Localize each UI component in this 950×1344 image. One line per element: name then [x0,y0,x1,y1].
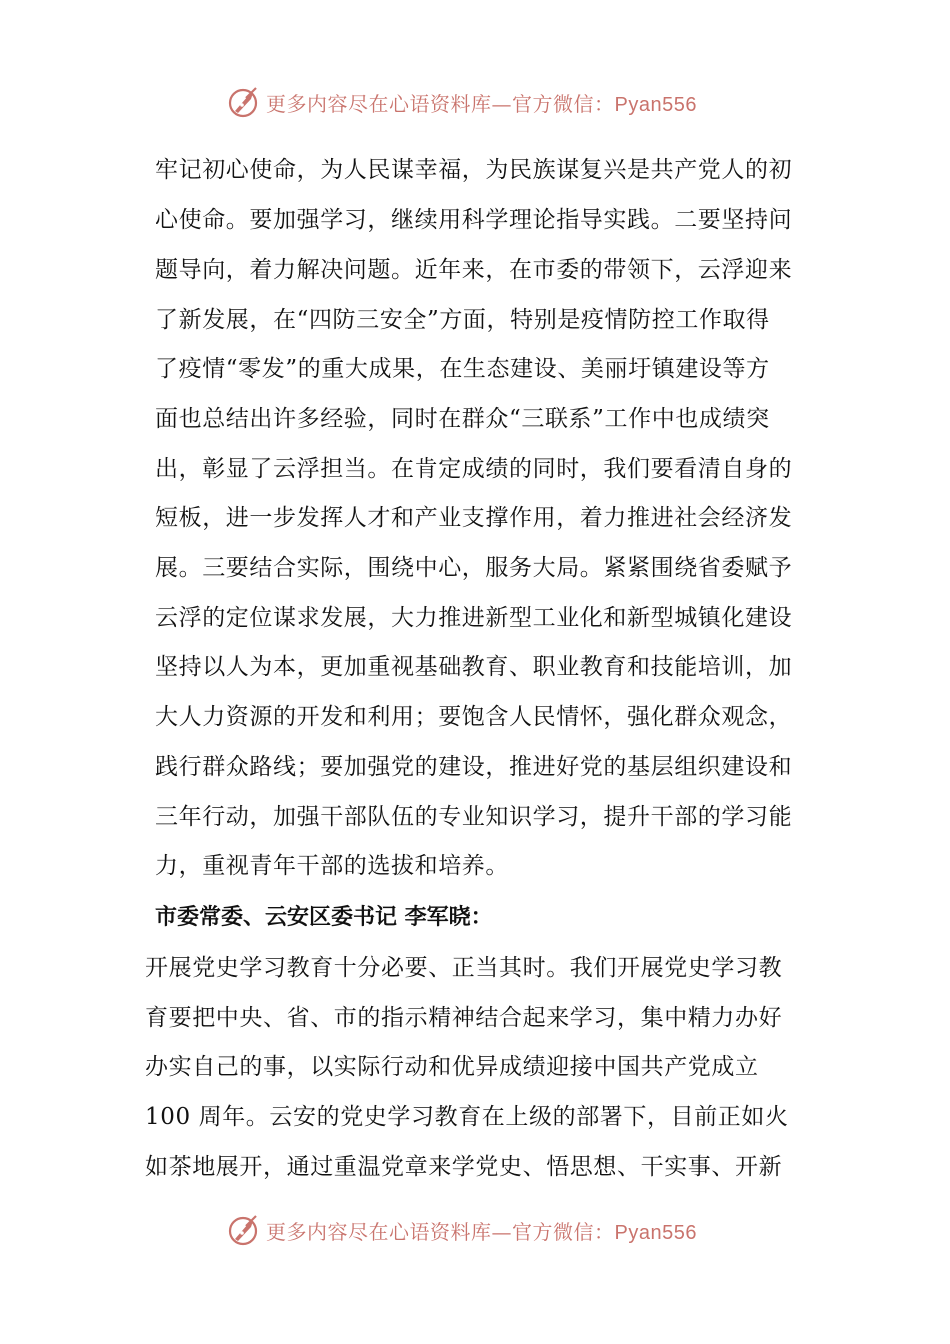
text-line: 面也总结出许多经验，同时在群众“三联系”工作中也成绩突 [155,406,770,432]
text-line: 云浮的定位谋求发展，大力推进新型工业化和新型城镇化建设 [155,605,793,631]
text-line: 心使命。要加强学习，继续用科学理论指导实践。二要坚持问 [155,207,793,233]
watermark-wechat-id: Pyan556 [614,1221,697,1244]
pen-nib-logo-icon [226,84,262,120]
text-line: 办实自己的事，以实际行动和优异成绩迎接中国共产党成立 [145,1054,759,1080]
text-line: 践行群众路线；要加强党的建设，推进好党的基层组织建设和 [155,754,793,780]
pen-nib-logo-icon [226,1212,262,1248]
watermark-banner-bottom [226,1210,746,1250]
text-line: 了新发展，在“四防三安全”方面，特别是疫情防控工作取得 [155,307,770,333]
watermark-text: 更多内容尽在心语资料库—官方微信：Pyan556 [266,91,697,116]
text-line: 牢记初心使命，为人民谋幸福，为民族谋复兴是共产党人的初 [155,157,793,183]
text-line: 如茶地展开，通过重温党章来学党史、悟思想、干实事、开新 [145,1154,783,1180]
text-line: 短板，进一步发挥人才和产业支撑作用，着力推进社会经济发 [155,505,793,531]
text-line: 坚持以人为本，更加重视基础教育、职业教育和技能培训，加 [155,654,793,680]
text-line: 大人力资源的开发和利用；要饱含人民情怀，强化群众观念， [155,704,793,730]
text-line: 三年行动，加强干部队伍的专业知识学习，提升干部的学习能 [155,804,793,830]
watermark-text: 更多内容尽在心语资料库—官方微信：Pyan556 [266,1219,697,1244]
watermark-wechat-id: Pyan556 [614,93,697,116]
text-line: 力，重视青年干部的选拔和培养。 [155,853,509,879]
text-line: 100 周年。云安的党史学习教育在上级的部署下，目前正如火 [145,1104,789,1130]
text-line: 出，彰显了云浮担当。在肯定成绩的同时，我们要看清自身的 [155,456,793,482]
speaker-heading: 市委常委、云安区委书记 李军晓： [155,905,493,930]
text-line: 育要把中央、省、市的指示精神结合起来学习，集中精力办好 [145,1005,783,1031]
text-line: 开展党史学习教育十分必要、正当其时。我们开展党史学习教 [145,955,783,981]
text-line: 展。三要结合实际，围绕中心，服务大局。紧紧围绕省委赋予 [155,555,793,581]
text-line: 题导向，着力解决问题。近年来，在市委的带领下，云浮迎来 [155,257,793,283]
text-line: 了疫情“零发”的重大成果，在生态建设、美丽圩镇建设等方 [155,356,770,382]
watermark-banner-top [226,82,746,122]
